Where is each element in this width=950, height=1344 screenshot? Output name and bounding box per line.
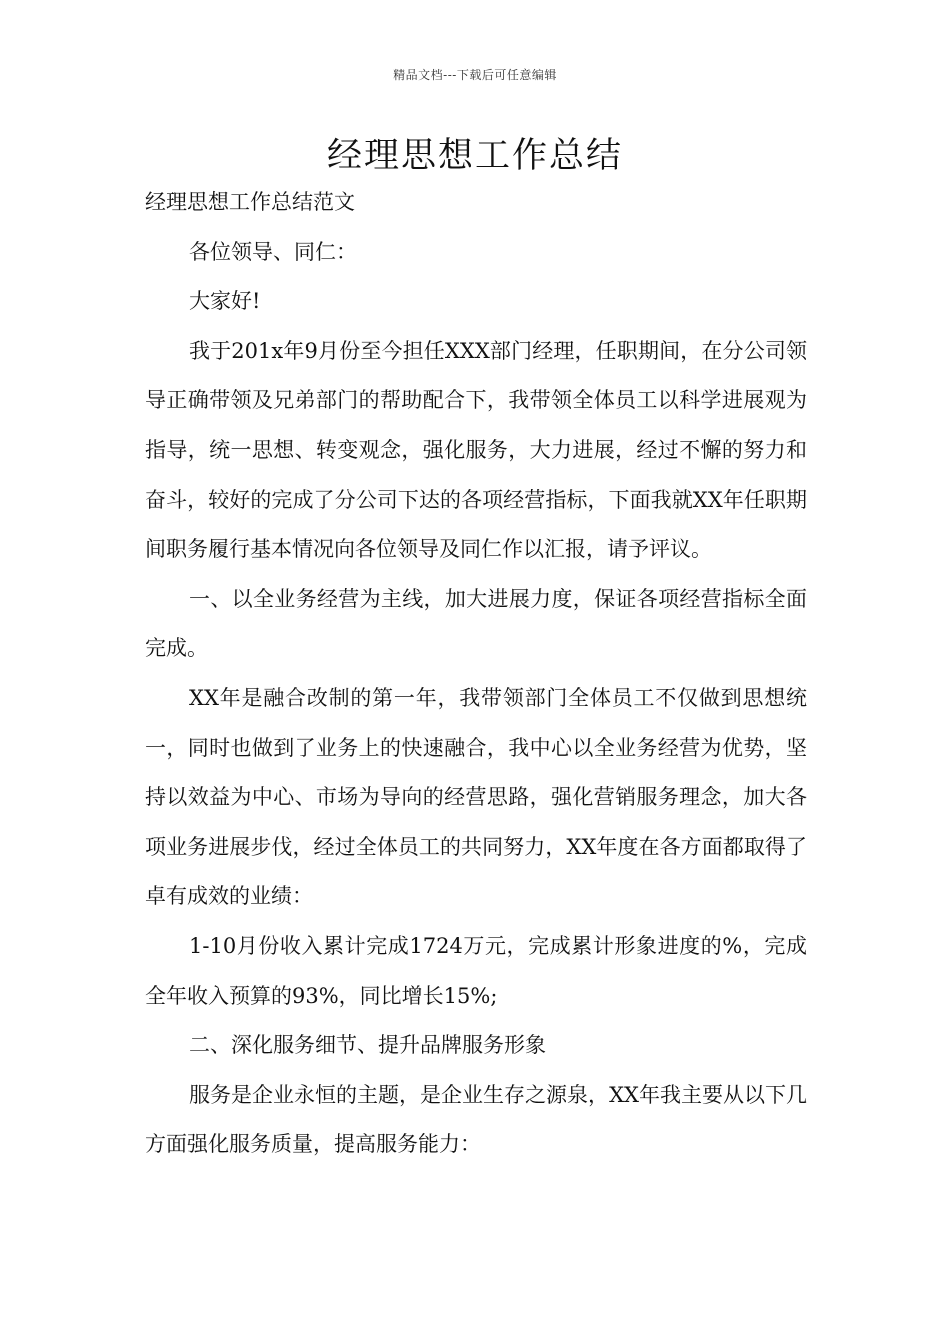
section-heading: 二、深化服务细节、提升品牌服务形象	[189, 1033, 546, 1058]
body-paragraph: 我于201x年9月份至今担任XXX部门经理，任职期间，在分公司领导正确带领及兄弟部门的帮助配合下，我带领全体员工以科学进展观为指导，统一思想、转变观念，强化服务，大力进展，经过不懈的努力和奋斗，较好的完成了分公司下达的各项经营指标，下面我就XX年任职期间职务履行基本情况向各位领导及同仁作以汇报，请予评议。	[145, 338, 807, 562]
header-note: 精品文档---下载后可任意编辑	[393, 68, 557, 82]
greeting-paragraph: 大家好!	[189, 289, 261, 314]
body-paragraph: 1-10月份收入累计完成1724万元，完成累计形象进度的%，完成全年收入预算的93%，同比增长15%;	[145, 933, 807, 1008]
document-body	[145, 178, 807, 1170]
document-title: 经理思想工作总结	[326, 136, 623, 176]
salutation-paragraph: 各位领导、同仁：	[189, 239, 357, 264]
body-paragraph: XX年是融合改制的第一年，我带领部门全体员工不仅做到思想统一，同时也做到了业务上的快速融合，我中心以全业务经营为优势，坚持以效益为中心、市场为导向的经营思路，强化营销服务理念，加大各项业务进展步伐，经过全体员工的共同努力，XX年度在各方面都取得了卓有成效的业绩：	[145, 685, 807, 909]
section-heading: 一、以全业务经营为主线，加大进展力度，保证各项经营指标全面完成。	[145, 586, 807, 661]
body-paragraph: 服务是企业永恒的主题，是企业生存之源泉，XX年我主要从以下几方面强化服务质量，提高服务能力：	[145, 1082, 807, 1157]
subtitle-paragraph: 经理思想工作总结范文	[145, 190, 355, 214]
